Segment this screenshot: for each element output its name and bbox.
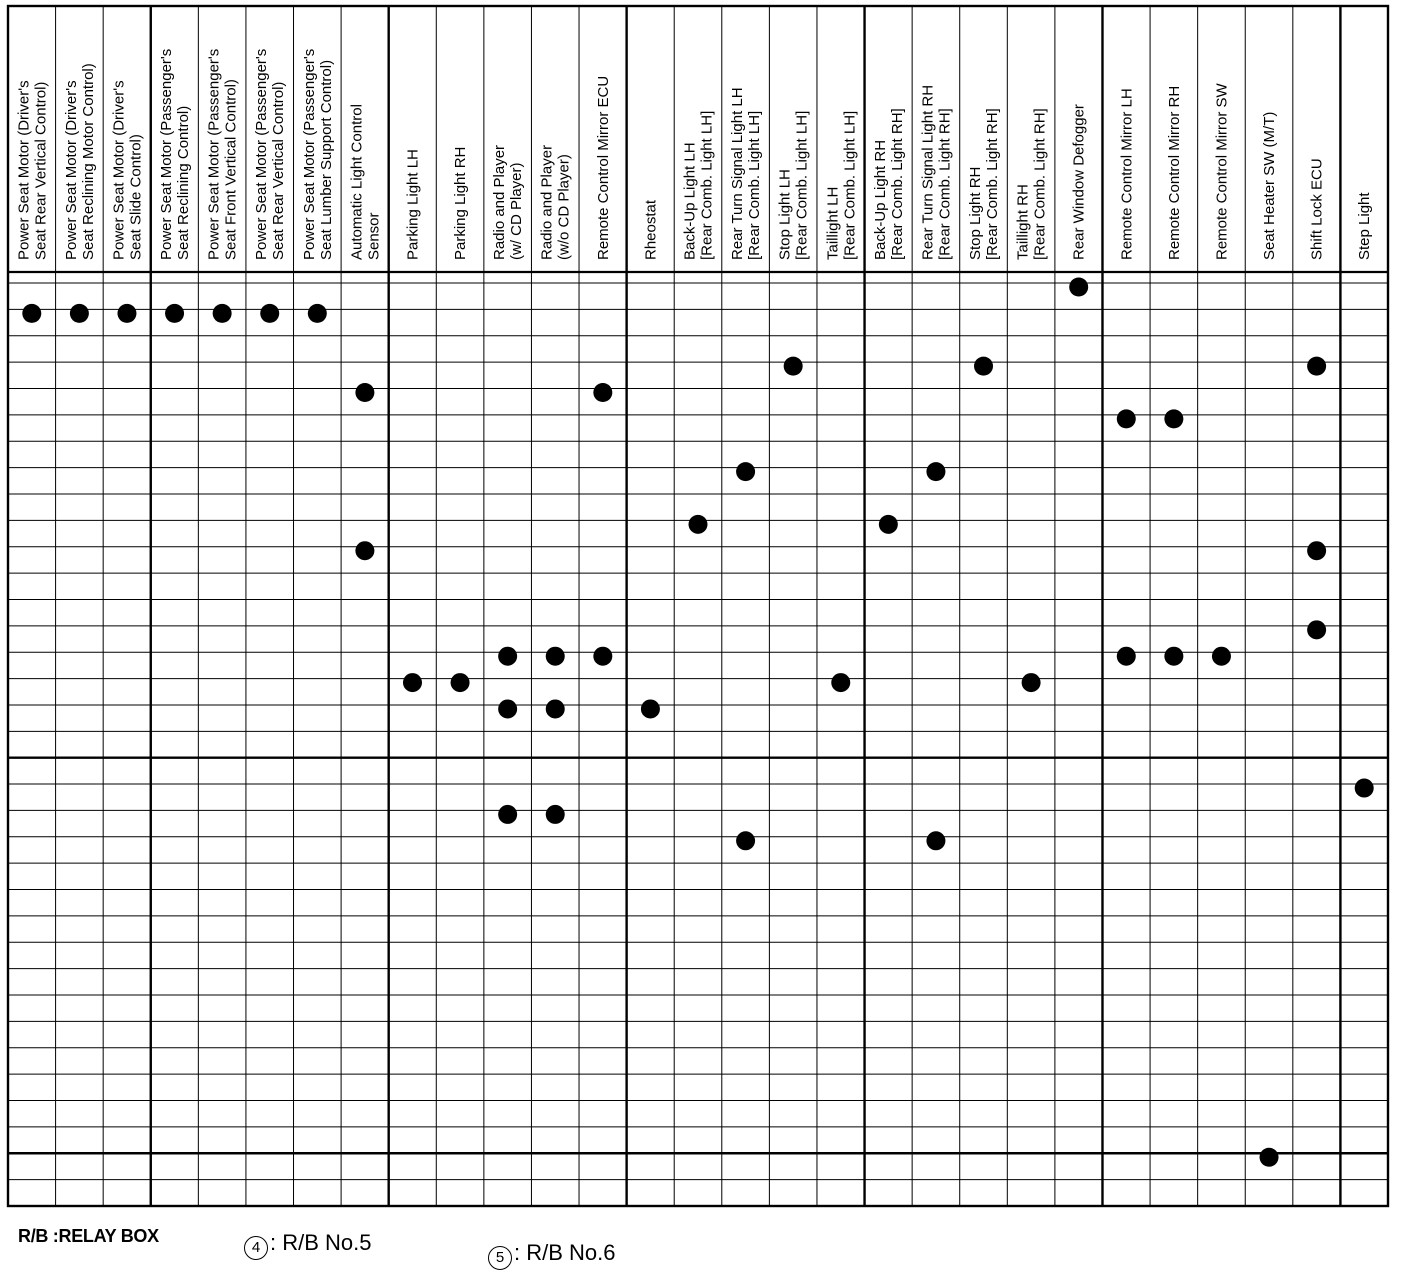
connection-dot — [498, 805, 517, 824]
connection-dot — [403, 673, 422, 692]
connection-dot — [974, 357, 993, 376]
legend-rb-no6-text: : R/B No.6 — [514, 1240, 616, 1265]
connection-dot — [1307, 541, 1326, 560]
connection-dot — [1164, 409, 1183, 428]
column-header-14: Rheostat — [642, 199, 660, 260]
column-header-5-line-2: Seat Front Vertical Control) — [222, 79, 240, 260]
column-header-7-line-2: Seat Lumber Support Control) — [317, 59, 335, 260]
connection-dot — [22, 304, 41, 323]
legend-relay-box: R/B :RELAY BOX — [18, 1226, 159, 1246]
column-header-3-line-1: Power Seat Motor (Driver's — [110, 80, 128, 260]
column-header-10: Parking Light RH — [452, 146, 470, 260]
connection-dot — [498, 699, 517, 718]
column-header-19-line-1: Back-Up Light RH — [871, 139, 889, 260]
connection-dot — [1355, 779, 1374, 798]
connection-dot — [1117, 409, 1136, 428]
legend-rb-no5-text: : R/B No.5 — [270, 1230, 372, 1255]
column-header-18-line-2: [Rear Comb. Light LH] — [841, 110, 859, 260]
column-header-17-line-2: [Rear Comb. Light LH] — [793, 110, 811, 260]
column-header-26: Remote Control Mirror SW — [1213, 83, 1231, 260]
column-header-16-line-2: [Rear Comb. Light LH] — [746, 110, 764, 260]
connection-dot — [926, 831, 945, 850]
column-header-24: Remote Control Mirror LH — [1118, 88, 1136, 260]
connection-dot — [1022, 673, 1041, 692]
column-header-28: Shift Lock ECU — [1308, 158, 1326, 260]
connection-dot — [117, 304, 136, 323]
column-header-4-line-1: Power Seat Motor (Passenger's — [158, 48, 176, 260]
column-header-16-line-1: Rear Turn Signal Light LH — [729, 87, 747, 260]
connection-dot — [355, 541, 374, 560]
column-header-19-line-2: [Rear Comb. Light RH] — [888, 108, 906, 260]
column-header-11-line-1: Radio and Player — [491, 144, 509, 260]
column-header-22-line-2: [Rear Comb. Light RH] — [1031, 108, 1049, 260]
circled-number-5: 5 — [488, 1246, 512, 1270]
connection-dot — [736, 831, 755, 850]
column-header-18-line-1: Taillight LH — [824, 186, 842, 260]
column-header-1-line-1: Power Seat Motor (Driver's — [15, 80, 33, 260]
connection-dot — [831, 673, 850, 692]
connection-dot — [308, 304, 327, 323]
column-header-6-line-2: Seat Rear Vertical Control) — [270, 81, 288, 260]
connection-dot — [260, 304, 279, 323]
column-header-15-line-2: [Rear Comb. Light LH] — [698, 110, 716, 260]
column-header-2-line-1: Power Seat Motor (Driver's — [62, 80, 80, 261]
column-header-20-line-1: Rear Turn Signal Light RH — [919, 84, 937, 260]
connection-dot — [1260, 1148, 1279, 1167]
legend-rb-no5 — [244, 1230, 371, 1260]
column-header-7-line-1: Power Seat Motor (Passenger's — [300, 48, 318, 260]
connection-dot — [1117, 647, 1136, 666]
column-header-6-line-1: Power Seat Motor (Passenger's — [253, 48, 271, 260]
connection-dot — [784, 357, 803, 376]
connection-dot — [70, 304, 89, 323]
column-header-8-line-2: Sensor — [365, 212, 383, 260]
column-header-11-line-2: (w/ CD Player) — [508, 162, 526, 260]
column-header-12-line-1: Radio and Player — [538, 144, 556, 260]
column-header-29: Step Light — [1356, 192, 1374, 260]
connection-dot — [165, 304, 184, 323]
column-header-12-line-2: (w/o CD Player) — [555, 154, 573, 260]
column-header-21-line-2: [Rear Comb. Light RH] — [984, 108, 1002, 260]
column-header-20-line-2: [Rear Comb. Light RH] — [936, 108, 954, 260]
column-header-3-line-2: Seat Slide Control) — [127, 134, 145, 260]
connection-dot — [1164, 647, 1183, 666]
connection-dot — [213, 304, 232, 323]
connection-dot — [355, 383, 374, 402]
column-header-8-line-1: Automatic Light Control — [348, 104, 366, 260]
connection-dot — [689, 515, 708, 534]
connection-dot — [546, 699, 565, 718]
connection-dot — [879, 515, 898, 534]
connection-dot — [593, 647, 612, 666]
connection-dot — [926, 462, 945, 481]
column-header-9: Parking Light LH — [404, 149, 422, 260]
connection-dot — [546, 647, 565, 666]
connection-dot — [1069, 278, 1088, 297]
legend-rb-no6 — [488, 1240, 615, 1270]
connection-dot — [736, 462, 755, 481]
connection-dot — [546, 805, 565, 824]
column-header-4-line-2: Seat Reclining Control) — [175, 105, 193, 260]
circled-number-4: 4 — [244, 1236, 268, 1260]
column-header-25: Remote Control Mirror RH — [1165, 85, 1183, 260]
column-header-23: Rear Window Defogger — [1070, 104, 1088, 260]
column-header-15-line-1: Back-Up Light LH — [681, 142, 699, 260]
column-header-22-line-1: Taillight RH — [1014, 184, 1032, 260]
column-header-27: Seat Heater SW (M/T) — [1261, 111, 1279, 260]
column-header-13: Remote Control Mirror ECU — [594, 75, 612, 260]
connection-dot — [641, 699, 660, 718]
connection-dot — [1212, 647, 1231, 666]
column-header-1-line-2: Seat Rear Vertical Control) — [32, 81, 50, 260]
column-header-17-line-1: Stop Light LH — [776, 169, 794, 260]
column-header-5-line-1: Power Seat Motor (Passenger's — [205, 48, 223, 260]
connection-dot — [498, 647, 517, 666]
connection-dot — [1307, 357, 1326, 376]
connection-dot — [593, 383, 612, 402]
column-header-21-line-1: Stop Light RH — [967, 166, 985, 260]
connection-dot — [1307, 620, 1326, 639]
column-header-2-line-2: Seat Reclining Motor Control) — [79, 63, 97, 261]
connection-dot — [451, 673, 470, 692]
